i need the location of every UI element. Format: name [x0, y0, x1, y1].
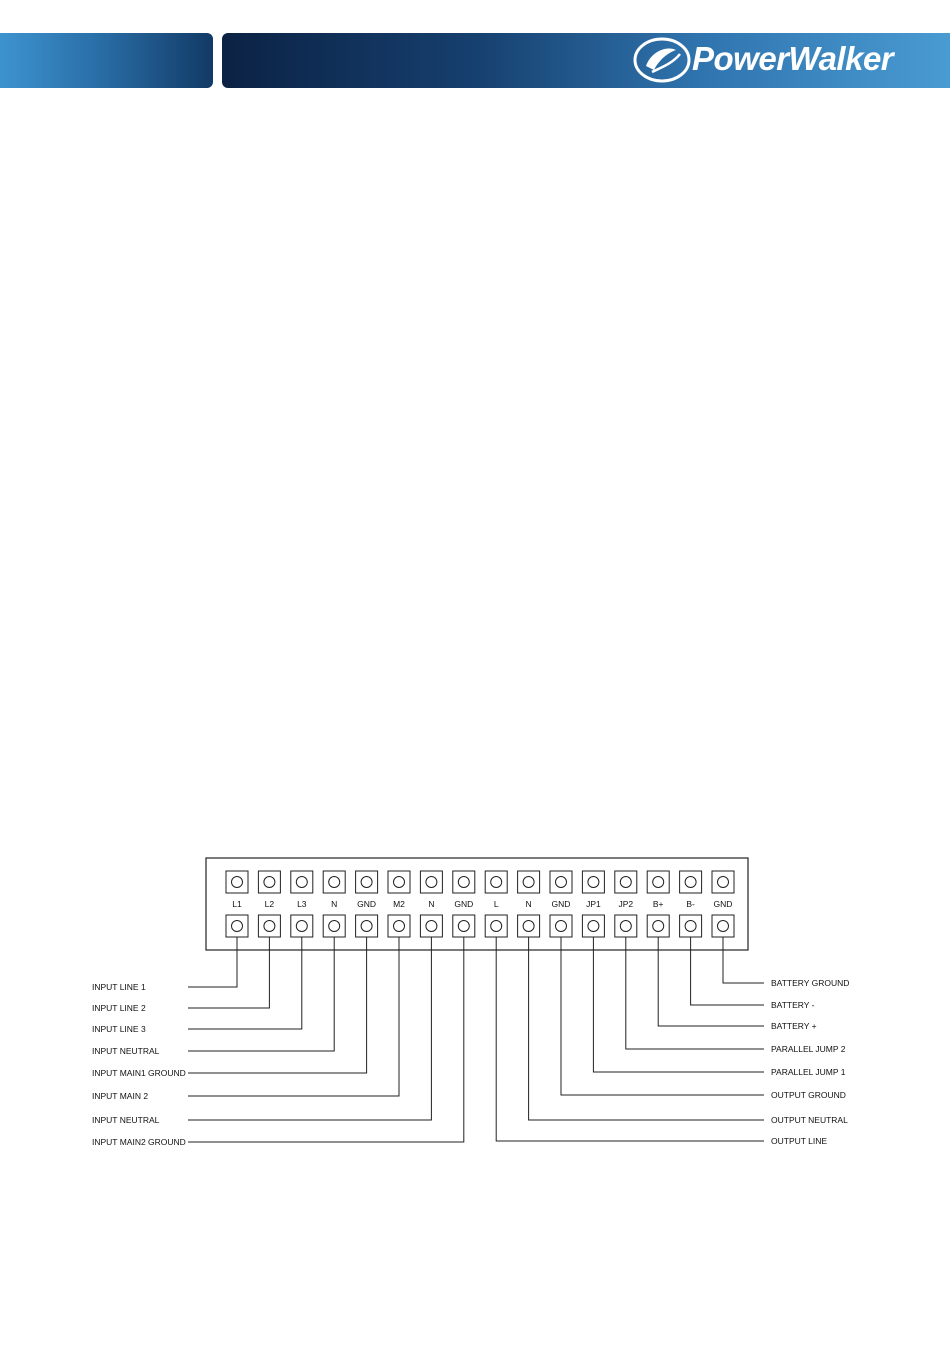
terminal-screw-icon	[426, 921, 437, 932]
terminal-label: L3	[297, 899, 307, 909]
terminal-screw-icon	[232, 921, 243, 932]
callout-label-left: INPUT LINE 3	[92, 1024, 146, 1034]
callout-label-right: PARALLEL JUMP 1	[771, 1067, 846, 1077]
leader-line	[188, 937, 269, 1008]
callout-label-right: OUTPUT LINE	[771, 1136, 828, 1146]
callout-label-left: INPUT NEUTRAL	[92, 1115, 160, 1125]
terminal-screw-icon	[718, 877, 729, 888]
terminal-screw-icon	[361, 877, 372, 888]
terminal-screw-icon	[685, 877, 696, 888]
terminal-label: L2	[264, 899, 275, 909]
terminal-screw-icon	[426, 877, 437, 888]
leader-line	[188, 937, 464, 1142]
leader-line	[561, 937, 764, 1095]
leader-line	[188, 937, 399, 1096]
terminal-label: N	[525, 899, 532, 909]
terminal-screw-icon	[232, 877, 243, 888]
terminal-label: N	[331, 899, 338, 909]
terminal-label: B-	[686, 899, 695, 909]
terminal-label: JP2	[618, 899, 634, 909]
terminal-screw-icon	[523, 921, 534, 932]
callout-label-left: INPUT MAIN 2	[92, 1091, 149, 1101]
callout-label-right: OUTPUT GROUND	[771, 1090, 846, 1100]
callout-label-left: INPUT MAIN2 GROUND	[92, 1137, 186, 1147]
terminal-label: GND	[713, 899, 733, 909]
terminal-screw-icon	[394, 921, 405, 932]
terminal-screw-icon	[718, 921, 729, 932]
leader-line	[496, 937, 764, 1141]
callout-label-right: BATTERY +	[771, 1021, 817, 1031]
terminal-label: L	[493, 899, 499, 909]
terminal-screw-icon	[329, 877, 340, 888]
leader-line	[188, 937, 334, 1051]
terminal-screw-icon	[458, 921, 469, 932]
leader-line	[691, 937, 764, 1005]
terminal-screw-icon	[394, 877, 405, 888]
terminal-label: N	[428, 899, 435, 909]
callout-label-left: INPUT LINE 2	[92, 1003, 146, 1013]
terminal-screw-icon	[685, 921, 696, 932]
terminal-label: M2	[393, 899, 405, 909]
terminal-screw-icon	[620, 921, 631, 932]
leader-line	[188, 937, 302, 1029]
terminal-screw-icon	[329, 921, 340, 932]
leader-line	[188, 937, 367, 1073]
leader-line	[188, 937, 237, 987]
brand-name: PowerWalker	[692, 40, 894, 77]
callout-label-left: INPUT MAIN1 GROUND	[92, 1068, 186, 1078]
terminal-label: GND	[551, 899, 571, 909]
callout-label-right: PARALLEL JUMP 2	[771, 1044, 846, 1054]
terminal-screw-icon	[556, 921, 567, 932]
terminal-screw-icon	[523, 877, 534, 888]
terminal-label: GND	[357, 899, 377, 909]
terminal-label: JP1	[586, 899, 601, 909]
terminal-screw-icon	[264, 877, 275, 888]
terminal-screw-icon	[361, 921, 372, 932]
leader-line	[723, 937, 764, 983]
terminal-label: B+	[652, 899, 664, 909]
callout-label-right: BATTERY GROUND	[771, 978, 850, 988]
terminal-screw-icon	[491, 877, 502, 888]
callout-label-right: BATTERY -	[771, 1000, 815, 1010]
terminal-screw-icon	[264, 921, 275, 932]
terminal-screw-icon	[588, 877, 599, 888]
terminal-screw-icon	[491, 921, 502, 932]
terminal-screw-icon	[653, 921, 664, 932]
terminal-screw-icon	[296, 921, 307, 932]
leader-line	[626, 937, 764, 1049]
leader-line	[529, 937, 764, 1120]
terminal-screw-icon	[458, 877, 469, 888]
terminal-screw-icon	[556, 877, 567, 888]
terminal-screw-icon	[620, 877, 631, 888]
terminal-label: L1	[232, 899, 242, 909]
terminal-screw-icon	[296, 877, 307, 888]
callout-label-left: INPUT LINE 1	[92, 982, 146, 992]
terminal-screw-icon	[588, 921, 599, 932]
terminal-label: GND	[454, 899, 474, 909]
terminal-screw-icon	[653, 877, 664, 888]
callout-label-right: OUTPUT NEUTRAL	[771, 1115, 848, 1125]
callout-label-left: INPUT NEUTRAL	[92, 1046, 160, 1056]
